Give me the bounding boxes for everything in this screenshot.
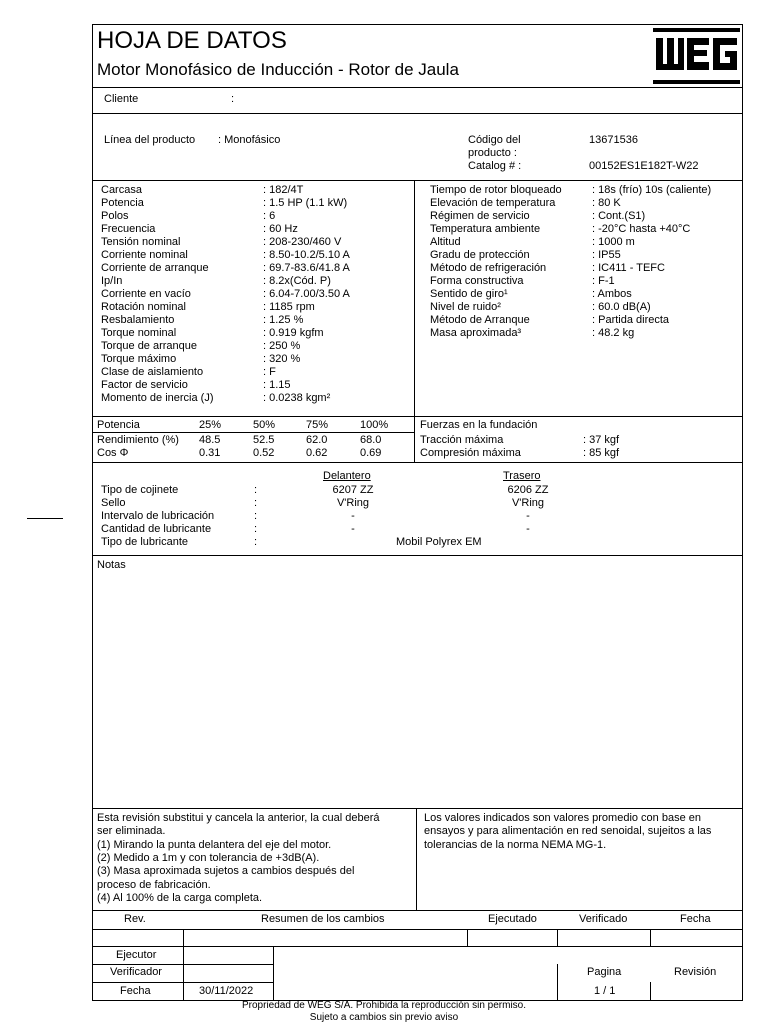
spec-value: : 6.04-7.00/3.50 A: [263, 288, 350, 300]
executed-header: Ejecutado: [488, 913, 537, 925]
footnote-line: (2) Medido a 1m y con tolerancia de +3dB(A).: [97, 851, 320, 864]
bearing-separator: :: [254, 523, 258, 535]
bearing-separator: :: [254, 536, 258, 548]
spec-value: : 182/4T: [263, 184, 304, 196]
bearing-rear-value: 6206 ZZ: [507, 484, 549, 496]
spec-value: : 0.919 kgfm: [263, 327, 324, 339]
product-code-value: 13671536: [589, 134, 638, 146]
cell-divider: [650, 929, 651, 947]
product-line-label: Línea del producto: [104, 134, 196, 146]
divider: [92, 113, 743, 114]
performance-cell: 68.0: [360, 434, 382, 446]
spec-value: : 320 %: [263, 353, 301, 365]
product-code-label-2: producto :: [468, 147, 517, 159]
page-value: 1 / 1: [594, 985, 616, 997]
footnote-divider: [416, 808, 417, 911]
spec-value: : 8.50-10.2/5.10 A: [263, 249, 350, 261]
spec-label: Clase de aislamiento: [101, 366, 204, 378]
performance-cell: 0.52: [253, 447, 275, 459]
spec-label: Carcasa: [101, 184, 142, 196]
date-label: Fecha: [120, 985, 151, 997]
spec-value: : 8.2x(Cód. P): [263, 275, 331, 287]
footnote-line: (3) Masa aproximada sujetos a cambios después del: [97, 865, 355, 878]
spec-value: : 69.7-83.6/41.8 A: [263, 262, 350, 274]
spec-value: : Ambos: [592, 288, 632, 300]
performance-row-label: Cos Φ: [97, 447, 129, 459]
spec-value: : 1000 m: [592, 236, 635, 248]
weg-logo: [653, 28, 740, 84]
spec-label: Régimen de servicio: [430, 210, 530, 222]
spec-value: : Partida directa: [592, 314, 670, 326]
client-label: Cliente: [104, 93, 139, 105]
spec-value: : 250 %: [263, 340, 301, 352]
spec-label: Rotación nominal: [101, 301, 186, 313]
frame-top: [92, 24, 743, 25]
traction-label: Tracción máxima: [420, 434, 504, 446]
cell-divider: [183, 946, 184, 1001]
spec-value: : IP55: [592, 249, 621, 261]
divider: [92, 462, 743, 463]
spec-value: : 48.2 kg: [592, 327, 635, 339]
cell-divider: [183, 929, 184, 947]
spec-label: Momento de inercia (J): [101, 392, 214, 404]
spec-label: Tensión nominal: [101, 236, 181, 248]
note-line: ensayos y para alimentación en red senoidal, sujeitos a las: [424, 825, 712, 838]
divider: [92, 416, 743, 417]
date-value: 30/11/2022: [199, 985, 254, 997]
page-subtitle: Motor Monofásico de Inducción - Rotor de Jaula: [97, 60, 459, 79]
spec-label: Frecuencia: [101, 223, 156, 235]
performance-header-cell: 25%: [199, 419, 222, 431]
spec-value: : 18s (frío) 10s (caliente): [592, 184, 712, 196]
product-code-label: Código del: [468, 134, 521, 146]
bearing-label: Cantidad de lubricante: [101, 523, 212, 535]
divider: [92, 555, 743, 556]
performance-cell: 0.31: [199, 447, 221, 459]
page-label: Pagina: [587, 966, 622, 978]
footer-disclaimer: Sujeto a cambios sin previo aviso: [309, 1012, 459, 1023]
bearing-front-title: Delantero: [323, 470, 371, 482]
summary-header: Resumen de los cambios: [261, 913, 385, 925]
frame-left: [92, 24, 93, 1001]
bearing-label: Sello: [101, 497, 126, 509]
spec-label: Factor de servicio: [101, 379, 188, 391]
spec-value: : 1.15: [263, 379, 291, 391]
bearing-label: Tipo de cojinete: [101, 484, 179, 496]
spec-value: : -20°C hasta +40°C: [592, 223, 691, 235]
performance-header-cell: 50%: [253, 419, 276, 431]
spec-value: : 80 K: [592, 197, 621, 209]
verifier-label: Verificador: [110, 966, 162, 978]
bearing-rear-value: -: [526, 523, 530, 535]
performance-header-line: [92, 432, 414, 433]
spec-label: Torque nominal: [101, 327, 177, 339]
spec-label: Corriente nominal: [101, 249, 188, 261]
bearing-rear-value: V'Ring: [511, 497, 545, 509]
spec-label: Altitud: [430, 236, 461, 248]
footnote-line: (4) Al 100% de la carga completa.: [97, 891, 263, 904]
spec-label: Sentido de giro¹: [430, 288, 508, 300]
spec-value: : 60.0 dB(A): [592, 301, 651, 313]
cell-divider: [650, 982, 651, 1001]
product-line-value: : Monofásico: [218, 134, 281, 146]
bearing-rear-value: -: [526, 510, 530, 522]
footnote-line: ser eliminada.: [97, 825, 166, 838]
spec-label: Resbalamiento: [101, 314, 175, 326]
date-header: Fecha: [680, 913, 711, 925]
performance-header-cell: Potencia: [97, 419, 140, 431]
spec-label: Método de refrigeración: [430, 262, 547, 274]
revision-label: Revisión: [674, 966, 717, 978]
spec-value: : 6: [263, 210, 276, 222]
verified-header: Verificado: [579, 913, 628, 925]
bearing-label: Intervalo de lubricación: [101, 510, 215, 522]
lubricant-value: Mobil Polyrex EM: [396, 536, 482, 548]
weg-logo-mark: [653, 28, 740, 84]
traction-value: : 37 kgf: [583, 434, 620, 446]
spec-label: Polos: [101, 210, 129, 222]
spec-value: : 1.25 %: [263, 314, 304, 326]
rev-header: Rev.: [124, 913, 146, 925]
page-title: HOJA DE DATOS: [97, 27, 287, 54]
performance-cell: 62.0: [306, 434, 328, 446]
divider: [92, 87, 743, 88]
performance-header-cell: 100%: [360, 419, 389, 431]
cell-divider: [557, 929, 558, 947]
bearing-front-value: 6207 ZZ: [332, 484, 374, 496]
cell-divider: [467, 929, 468, 947]
note-line: tolerancias de la norma NEMA MG-1.: [424, 838, 607, 851]
spec-label: Ip/In: [101, 275, 123, 287]
catalog-label: Catalog # :: [468, 160, 522, 172]
spec-label: Método de Arranque: [430, 314, 530, 326]
footnote-line: Esta revisión substitui y cancela la anterior, la cual deberá: [97, 812, 380, 824]
divider: [92, 946, 743, 947]
spec-label: Nivel de ruido²: [430, 301, 501, 313]
spec-label: Torque máximo: [101, 353, 177, 365]
margin-mark: [27, 518, 63, 519]
compression-label: Compresión máxima: [420, 447, 521, 459]
frame-right: [742, 24, 743, 1001]
spec-label: Elevación de temperatura: [430, 197, 556, 209]
spec-value: : F-1: [592, 275, 615, 287]
foundation-title: Fuerzas en la fundación: [420, 419, 538, 431]
spec-label: Potencia: [101, 197, 144, 209]
spec-label: Temperatura ambiente: [430, 223, 541, 235]
client-separator: :: [231, 93, 235, 105]
catalog-value: 00152ES1E182T-W22: [589, 160, 699, 172]
bearing-separator: :: [254, 510, 258, 522]
bearing-label: Tipo de lubricante: [101, 536, 189, 548]
spec-value: : 0.0238 kgm²: [263, 392, 331, 404]
divider: [92, 180, 743, 181]
bearing-front-value: V'Ring: [336, 497, 370, 509]
spec-label: Masa aproximada³: [430, 327, 522, 339]
bearing-separator: :: [254, 484, 258, 496]
spec-label: Gradu de protección: [430, 249, 530, 261]
compression-value: : 85 kgf: [583, 447, 620, 459]
spec-label: Tiempo de rotor bloqueado: [430, 184, 562, 196]
divider: [92, 929, 743, 930]
divider: [92, 808, 743, 809]
spec-value: : 1.5 HP (1.1 kW): [263, 197, 348, 209]
spec-label: Corriente en vacío: [101, 288, 191, 300]
performance-cell: 48.5: [199, 434, 221, 446]
spec-value: : IC411 - TEFC: [592, 262, 665, 274]
cell-divider: [557, 964, 558, 1001]
bearing-separator: :: [254, 497, 258, 509]
spec-value: : 208-230/460 V: [263, 236, 342, 248]
spec-value: : 1185 rpm: [263, 301, 315, 313]
spec-label: Forma constructiva: [430, 275, 524, 287]
performance-cell: 0.62: [306, 447, 328, 459]
bearing-front-value: -: [351, 510, 355, 522]
notes-title: Notas: [97, 559, 126, 571]
performance-row-label: Rendimiento (%): [97, 434, 179, 446]
note-line: Los valores indicados son valores promedio con base en: [424, 812, 701, 824]
spec-value: : Cont.(S1): [592, 210, 646, 222]
bearing-front-value: -: [351, 523, 355, 535]
column-divider: [414, 180, 415, 462]
bearing-rear-title: Trasero: [503, 470, 541, 482]
divider: [92, 910, 743, 911]
performance-cell: 52.5: [253, 434, 275, 446]
spec-value: : F: [263, 366, 276, 378]
footnote-line: (1) Mirando la punta delantera del eje del motor.: [97, 838, 332, 851]
cell-divider: [273, 946, 274, 1001]
spec-label: Corriente de arranque: [101, 262, 209, 274]
performance-cell: 0.69: [360, 447, 382, 459]
spec-value: : 60 Hz: [263, 223, 298, 235]
spec-label: Torque de arranque: [101, 340, 198, 352]
performance-header-cell: 75%: [306, 419, 329, 431]
executor-label: Ejecutor: [116, 949, 157, 961]
footnote-line: proceso de fabricación.: [97, 878, 211, 891]
footer-copyright: Propriedad de WEG S/A. Prohibida la reproducción sin permiso.: [241, 1000, 527, 1011]
